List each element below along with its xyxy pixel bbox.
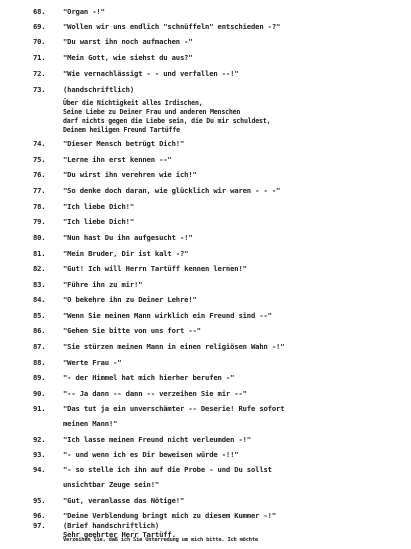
line-text: "O bekehre ihn zu Deiner Lehre!" <box>63 295 197 304</box>
line-text: "Dieser Mensch betrügt Dich!" <box>63 139 185 148</box>
script-line-76 <box>0 169 411 180</box>
line-text: "Wollen wir uns endlich "schnüffeln" entschieden -?" <box>63 22 281 31</box>
line-text: "Du wirst ihn verehren wie ich!" <box>63 170 197 179</box>
script-line-84 <box>0 294 411 305</box>
line-number: 68. <box>33 7 46 16</box>
line-number: 88. <box>33 358 46 367</box>
script-line-85 <box>0 310 411 321</box>
line-text: unsichtbar Zeuge sein!" <box>63 480 160 489</box>
letter-body-line: Verzeihen Sie, daß ich Sie Unterredung um mich bitte. Ich möchte <box>63 537 258 543</box>
line-text: (handschriftlich) <box>63 85 135 94</box>
line-number: 75. <box>33 155 46 164</box>
line-text: "Wie vernachlässigt - - und verfallen --!" <box>63 69 239 78</box>
line-text: "Mein Gott, wie siehst du aus?" <box>63 53 193 62</box>
script-line-89 <box>0 372 411 383</box>
script-line-83 <box>0 279 411 290</box>
line-number: 76. <box>33 170 46 179</box>
line-number: 91. <box>33 404 46 413</box>
script-line-77 <box>0 185 411 196</box>
line-number: 81. <box>33 249 46 258</box>
line-text: "Mein Bruder, Dir ist kalt -?" <box>63 249 189 258</box>
script-line-94-cont <box>0 479 411 490</box>
script-line-86 <box>0 325 411 336</box>
script-line-95 <box>0 495 411 506</box>
line-number: 79. <box>33 217 46 226</box>
line-text: "- der Himmel hat mich hierher berufen -" <box>63 373 235 382</box>
line-number: 94. <box>33 465 46 474</box>
handwritten-note-line: Seine Liebe zu Deiner Frau und anderen Menschen <box>63 108 241 116</box>
line-text: "Werte Frau -" <box>63 358 122 367</box>
line-number: 85. <box>33 311 46 320</box>
line-number: 78. <box>33 202 46 211</box>
line-text: "Das tut ja ein unverschämter -- Deserie! Rufe sofort <box>63 404 285 413</box>
line-number: 70. <box>33 37 46 46</box>
script-line-93 <box>0 449 411 460</box>
line-number: 92. <box>33 435 46 444</box>
line-text: "Gut, veranlasse das Nötige!" <box>63 496 185 505</box>
script-line-91-cont <box>0 418 411 429</box>
line-text: "Führe ihn zu mir!" <box>63 280 143 289</box>
line-number: 89. <box>33 373 46 382</box>
line-number: 90. <box>33 389 46 398</box>
script-line-74 <box>0 138 411 149</box>
script-line-90 <box>0 388 411 399</box>
line-text: "Ich lasse meinen Freund nicht verleumden -!" <box>63 435 251 444</box>
script-line-68 <box>0 6 411 17</box>
line-text: "- so stelle ich ihn auf die Probe - und Du sollst <box>63 465 272 474</box>
script-line-82 <box>0 263 411 274</box>
line-text: "Gut! Ich will Herrn Tartüff kennen lernen!" <box>63 264 247 273</box>
line-text: "Organ -!" <box>63 7 105 16</box>
handwritten-note-line: darf nichts gegen die Liebe sein, die Du mir schuldest, <box>63 117 271 125</box>
line-text: meinen Mann!" <box>63 419 118 428</box>
line-text: "Deine Verblendung bringt mich zu diesem Kummer -!" <box>63 511 277 520</box>
line-number: 96. <box>33 511 46 520</box>
script-line-71 <box>0 52 411 63</box>
script-line-70 <box>0 36 411 47</box>
line-number: 77. <box>33 186 46 195</box>
script-line-91 <box>0 403 411 414</box>
line-text: "Du warst ihn noch aufmachen -" <box>63 37 193 46</box>
line-text: "Wenn Sie meinen Mann wirklich ein Freund sind --" <box>63 311 272 320</box>
script-line-81 <box>0 248 411 259</box>
line-number: 80. <box>33 233 46 242</box>
line-number: 83. <box>33 280 46 289</box>
script-line-88 <box>0 357 411 368</box>
line-text: "So denke doch daran, wie glücklich wir waren - - -" <box>63 186 281 195</box>
script-line-94 <box>0 464 411 475</box>
script-line-92 <box>0 434 411 445</box>
script-line-72 <box>0 68 411 79</box>
line-number: 73. <box>33 85 46 94</box>
line-text: "Lerne ihn erst kennen --" <box>63 155 172 164</box>
line-text: (Brief handschriftlich) <box>63 521 160 530</box>
script-line-80 <box>0 232 411 243</box>
line-text: "Sie stürzen meinen Mann in einen religiösen Wahn -!" <box>63 342 285 351</box>
line-number: 71. <box>33 53 46 62</box>
line-number: 97. <box>33 521 46 530</box>
line-number: 87. <box>33 342 46 351</box>
line-number: 74. <box>33 139 46 148</box>
line-text: "Gehen Sie bitte von uns fort --" <box>63 326 201 335</box>
line-number: 84. <box>33 295 46 304</box>
line-text: "-- Ja dann -- dann -- verzeihen Sie mir --" <box>63 389 247 398</box>
line-text: "Ich liebe Dich!" <box>63 202 135 211</box>
line-text: "- und wenn ich es Dir beweisen würde -!!" <box>63 450 239 459</box>
line-number: 82. <box>33 264 46 273</box>
script-line-75 <box>0 154 411 165</box>
line-number: 72. <box>33 69 46 78</box>
line-number: 69. <box>33 22 46 31</box>
line-number: 93. <box>33 450 46 459</box>
handwritten-note-line: Deinem heiligen Freund Tartüffe <box>63 126 180 134</box>
script-line-78 <box>0 201 411 212</box>
line-text: Sehr geehrter Herr Tartüff. <box>63 530 176 539</box>
script-line-79 <box>0 216 411 227</box>
script-line-73 <box>0 84 411 95</box>
line-text: "Ich liebe Dich!" <box>63 217 135 226</box>
line-number: 86. <box>33 326 46 335</box>
line-number: 95. <box>33 496 46 505</box>
handwritten-note-line: Über die Nichtigkeit alles Irdischen, <box>63 99 203 107</box>
script-line-87 <box>0 341 411 352</box>
script-line-69 <box>0 21 411 32</box>
line-text: "Nun hast Du ihn aufgesucht -!" <box>63 233 193 242</box>
